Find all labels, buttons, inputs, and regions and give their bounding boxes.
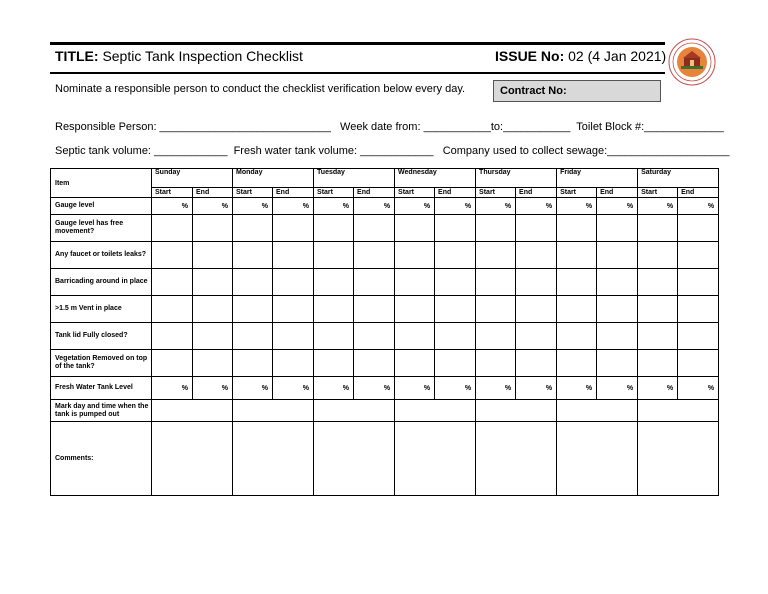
entry-cell[interactable] (435, 296, 476, 323)
entry-cell[interactable]: % (273, 377, 314, 400)
entry-cell[interactable] (395, 323, 435, 350)
entry-cell[interactable] (354, 215, 395, 242)
entry-cell[interactable] (395, 296, 435, 323)
day-header-saturday: Saturday (638, 169, 719, 188)
table-row (51, 400, 719, 422)
issue-label: ISSUE No: (495, 48, 565, 64)
entry-cell[interactable] (678, 350, 719, 377)
entry-cell[interactable] (476, 350, 516, 377)
entry-cell[interactable] (435, 350, 476, 377)
entry-cell[interactable] (435, 242, 476, 269)
entry-cell[interactable] (638, 400, 719, 422)
entry-cell[interactable]: % (354, 377, 395, 400)
tank-volume-line[interactable]: Septic tank volume: ____________ Fresh water tank volume: ____________ Company used to collect sewage:____________________ (55, 145, 730, 157)
entry-cell[interactable] (597, 296, 638, 323)
entry-cell[interactable] (233, 323, 273, 350)
entry-cell[interactable] (516, 323, 557, 350)
row-label-text: Gauge level has free movement? (55, 220, 124, 235)
row-label (51, 242, 152, 269)
entry-cell[interactable] (233, 350, 273, 377)
row-label-text: >1.5 m Vent in place (55, 305, 122, 312)
entry-cell[interactable] (152, 269, 193, 296)
row-label (51, 422, 152, 496)
entry-cell[interactable]: % (273, 198, 314, 215)
entry-cell[interactable]: % (678, 377, 719, 400)
start-column-header: Start (557, 188, 597, 198)
entry-cell[interactable] (354, 350, 395, 377)
start-column-header: Start (638, 188, 678, 198)
entry-cell[interactable]: % (638, 377, 678, 400)
entry-cell[interactable] (395, 422, 476, 496)
row-label (51, 323, 152, 350)
end-column-header: End (193, 188, 233, 198)
entry-cell[interactable] (233, 242, 273, 269)
start-column-header: Start (395, 188, 435, 198)
entry-cell[interactable] (638, 323, 678, 350)
entry-cell[interactable] (597, 323, 638, 350)
entry-cell[interactable] (638, 296, 678, 323)
inspection-table (50, 168, 719, 496)
day-header-thursday: Thursday (476, 169, 557, 188)
entry-cell[interactable] (557, 400, 638, 422)
entry-cell[interactable] (152, 422, 233, 496)
document-title (55, 48, 303, 64)
row-label-text: Tank lid Fully closed? (55, 332, 128, 339)
table-row (51, 215, 719, 242)
entry-cell[interactable] (314, 215, 354, 242)
entry-cell[interactable] (557, 269, 597, 296)
entry-cell[interactable]: % (678, 198, 719, 215)
entry-cell[interactable] (314, 242, 354, 269)
entry-cell[interactable]: % (476, 198, 516, 215)
row-label-text: Fresh Water Tank Level (55, 384, 133, 391)
entry-cell[interactable] (476, 269, 516, 296)
entry-cell[interactable] (273, 323, 314, 350)
entry-cell[interactable] (638, 350, 678, 377)
entry-cell[interactable] (476, 323, 516, 350)
entry-cell[interactable]: % (233, 198, 273, 215)
row-label (51, 215, 152, 242)
entry-cell[interactable] (516, 215, 557, 242)
entry-cell[interactable]: % (314, 377, 354, 400)
entry-cell[interactable] (557, 422, 638, 496)
end-column-header: End (354, 188, 395, 198)
row-label-text: Vegetation Removed on top of the tank? (55, 355, 148, 370)
entry-cell[interactable]: % (476, 377, 516, 400)
nominate-instruction: Nominate a responsible person to conduct the checklist verification below every day. (55, 83, 466, 95)
start-column-header: Start (314, 188, 354, 198)
entry-cell[interactable] (395, 215, 435, 242)
table-row (51, 198, 719, 215)
end-column-header: End (516, 188, 557, 198)
entry-cell[interactable] (395, 350, 435, 377)
entry-cell[interactable] (678, 215, 719, 242)
entry-cell[interactable] (193, 215, 233, 242)
day-header-friday: Friday (557, 169, 638, 188)
entry-cell[interactable] (435, 215, 476, 242)
end-column-header: End (678, 188, 719, 198)
entry-cell[interactable]: % (354, 198, 395, 215)
entry-cell[interactable] (557, 296, 597, 323)
entry-cell[interactable] (678, 269, 719, 296)
entry-cell[interactable] (557, 215, 597, 242)
entry-cell[interactable] (314, 400, 395, 422)
entry-cell[interactable] (638, 215, 678, 242)
entry-cell[interactable] (152, 215, 193, 242)
row-label (51, 350, 152, 377)
entry-cell[interactable] (193, 323, 233, 350)
entry-cell[interactable]: % (395, 377, 435, 400)
entry-cell[interactable] (152, 242, 193, 269)
entry-cell[interactable] (193, 269, 233, 296)
entry-cell[interactable] (152, 400, 233, 422)
entry-cell[interactable] (273, 296, 314, 323)
row-label-text: Mark day and time when the tank is pumped out (55, 402, 149, 418)
entry-cell[interactable] (435, 323, 476, 350)
entry-cell[interactable]: % (152, 377, 193, 400)
entry-cell[interactable] (516, 242, 557, 269)
row-label (51, 198, 152, 215)
entry-cell[interactable]: % (516, 198, 557, 215)
entry-cell[interactable] (152, 323, 193, 350)
entry-cell[interactable] (314, 269, 354, 296)
entry-cell[interactable] (354, 296, 395, 323)
entry-cell[interactable] (557, 242, 597, 269)
table-row (51, 377, 719, 400)
entry-cell[interactable] (273, 269, 314, 296)
start-column-header: Start (233, 188, 273, 198)
day-header-tuesday: Tuesday (314, 169, 395, 188)
entry-cell[interactable] (476, 296, 516, 323)
entry-cell[interactable] (314, 350, 354, 377)
row-label-text: Comments: (55, 454, 94, 462)
entry-cell[interactable] (678, 296, 719, 323)
row-label (51, 296, 152, 323)
day-header-monday: Monday (233, 169, 314, 188)
row-label-text: Gauge level (55, 202, 95, 209)
entry-cell[interactable] (395, 269, 435, 296)
entry-cell[interactable] (354, 242, 395, 269)
entry-cell[interactable] (233, 422, 314, 496)
end-column-header: End (273, 188, 314, 198)
responsible-person-line[interactable]: Responsible Person: ____________________________ Week date from: ___________to:___________ Toilet Block #:_____________ (55, 121, 724, 133)
header-bottom-rule (50, 72, 665, 74)
entry-cell[interactable] (516, 296, 557, 323)
entry-cell[interactable] (638, 422, 719, 496)
entry-cell[interactable] (476, 400, 557, 422)
table-row (51, 350, 719, 377)
entry-cell[interactable] (476, 422, 557, 496)
entry-cell[interactable] (516, 269, 557, 296)
entry-cell[interactable] (678, 323, 719, 350)
table-row (51, 296, 719, 323)
entry-cell[interactable] (314, 422, 395, 496)
entry-cell[interactable] (395, 400, 476, 422)
entry-cell[interactable] (273, 350, 314, 377)
entry-cell[interactable]: % (435, 198, 476, 215)
entry-cell[interactable] (193, 242, 233, 269)
entry-cell[interactable] (233, 400, 314, 422)
entry-cell[interactable] (395, 242, 435, 269)
entry-cell[interactable]: % (193, 198, 233, 215)
table-row (51, 269, 719, 296)
entry-cell[interactable] (273, 215, 314, 242)
entry-cell[interactable] (597, 350, 638, 377)
table-row (51, 323, 719, 350)
entry-cell[interactable] (314, 296, 354, 323)
entry-cell[interactable] (193, 350, 233, 377)
entry-cell[interactable]: % (597, 377, 638, 400)
entry-cell[interactable] (152, 350, 193, 377)
entry-cell[interactable] (354, 323, 395, 350)
organization-seal-logo (668, 38, 716, 86)
start-end-header-row (51, 188, 719, 198)
entry-cell[interactable] (678, 242, 719, 269)
entry-cell[interactable]: % (638, 198, 678, 215)
entry-cell[interactable]: % (152, 198, 193, 215)
entry-cell[interactable]: % (557, 377, 597, 400)
entry-cell[interactable] (435, 269, 476, 296)
issue-text: 02 (4 Jan 2021) (568, 48, 667, 64)
entry-cell[interactable] (516, 350, 557, 377)
table-row (51, 242, 719, 269)
entry-cell[interactable]: % (314, 198, 354, 215)
contract-number-box[interactable]: Contract No: (493, 80, 661, 102)
entry-cell[interactable]: % (516, 377, 557, 400)
entry-cell[interactable] (233, 269, 273, 296)
row-label-text: Barricading around in place (55, 278, 148, 285)
entry-cell[interactable] (557, 350, 597, 377)
end-column-header: End (597, 188, 638, 198)
entry-cell[interactable]: % (597, 198, 638, 215)
day-header-sunday: Sunday (152, 169, 233, 188)
entry-cell[interactable] (476, 242, 516, 269)
entry-cell[interactable]: % (435, 377, 476, 400)
row-label-text: Any faucet or toilets leaks? (55, 251, 147, 258)
row-label (51, 377, 152, 400)
table-row (51, 422, 719, 496)
entry-cell[interactable] (597, 215, 638, 242)
entry-cell[interactable] (273, 242, 314, 269)
entry-cell[interactable]: % (193, 377, 233, 400)
entry-cell[interactable] (638, 269, 678, 296)
entry-cell[interactable] (354, 269, 395, 296)
entry-cell[interactable] (152, 296, 193, 323)
entry-cell[interactable] (476, 215, 516, 242)
header-top-rule (50, 42, 665, 45)
entry-cell[interactable] (638, 242, 678, 269)
start-column-header: Start (476, 188, 516, 198)
title-label: TITLE: (55, 48, 99, 64)
row-label (51, 400, 152, 422)
item-header: Item (51, 169, 152, 198)
entry-cell[interactable]: % (395, 198, 435, 215)
issue-number (495, 48, 666, 64)
row-label (51, 269, 152, 296)
entry-cell[interactable] (314, 323, 354, 350)
end-column-header: End (435, 188, 476, 198)
day-header-wednesday: Wednesday (395, 169, 476, 188)
start-column-header: Start (152, 188, 193, 198)
entry-cell[interactable] (233, 296, 273, 323)
entry-cell[interactable] (193, 296, 233, 323)
entry-cell[interactable]: % (557, 198, 597, 215)
entry-cell[interactable] (557, 323, 597, 350)
entry-cell[interactable]: % (233, 377, 273, 400)
entry-cell[interactable] (597, 242, 638, 269)
entry-cell[interactable] (597, 269, 638, 296)
entry-cell[interactable] (233, 215, 273, 242)
table-header-row (51, 169, 719, 188)
title-text: Septic Tank Inspection Checklist (102, 48, 303, 64)
